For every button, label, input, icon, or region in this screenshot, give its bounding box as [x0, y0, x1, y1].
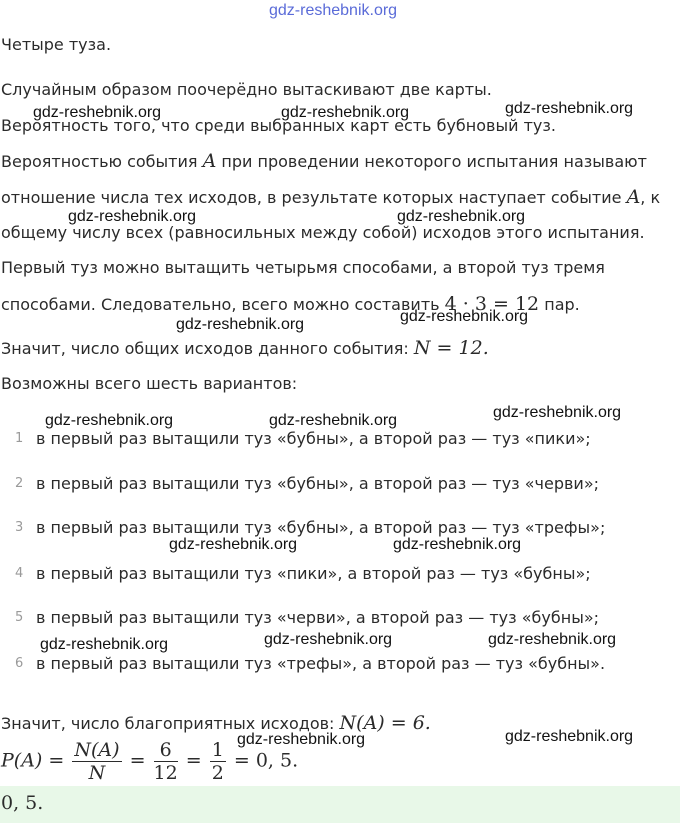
- math-expression: 4 · 3 = 12: [444, 293, 540, 315]
- fraction: [154, 739, 178, 784]
- reasoning-line-4: Возможны всего шесть вариантов:: [1, 374, 298, 393]
- fraction-denominator: N: [88, 762, 106, 784]
- definition-text: отношение числа тех исходов, в результате которых наступает событие: [1, 188, 627, 207]
- answer-box: [0, 786, 680, 823]
- conclusion-line: [1, 712, 431, 734]
- fraction-denominator: 2: [211, 762, 224, 784]
- formula-lhs: P(A) =: [1, 749, 65, 772]
- list-item-number: 3: [15, 520, 24, 535]
- list-item-number: 2: [15, 476, 24, 491]
- watermark: gdz-reshebnik.org: [269, 2, 398, 19]
- math-expression: N(A) = 6.: [339, 712, 431, 734]
- definition-line-2: [1, 186, 660, 208]
- definition-line-1: [1, 150, 647, 172]
- watermark: gdz-reshebnik.org: [397, 208, 526, 225]
- list-item-number: 5: [15, 610, 24, 625]
- list-item: в первый раз вытащили туз «черви», а второй раз — туз «бубны»;: [36, 608, 600, 627]
- list-item-number: 1: [15, 431, 24, 446]
- watermark: gdz-reshebnik.org: [68, 208, 197, 225]
- problem-question: Вероятность того, что среди выбранных карт есть бубновый туз.: [1, 116, 556, 135]
- watermark: gdz-reshebnik.org: [393, 536, 522, 553]
- fraction-denominator: 12: [153, 762, 178, 784]
- definition-line-3: общему числу всех (равносильных между собой) исходов этого испытания.: [1, 223, 645, 242]
- definition-text: Вероятностью события: [1, 152, 203, 171]
- definition-text: при проведении некоторого испытания называют: [216, 152, 647, 171]
- math-expression: N = 12.: [413, 337, 489, 359]
- watermark: gdz-reshebnik.org: [45, 412, 174, 429]
- list-item: в первый раз вытащили туз «бубны», а второй раз — туз «трефы»;: [36, 518, 606, 537]
- watermark: gdz-reshebnik.org: [281, 104, 410, 121]
- formula-result: = 0, 5.: [233, 749, 299, 772]
- watermark: gdz-reshebnik.org: [505, 100, 634, 117]
- watermark: gdz-reshebnik.org: [264, 631, 393, 648]
- list-item: в первый раз вытащили туз «пики», а второй раз — туз «бубны»;: [36, 564, 591, 583]
- math-var: A: [626, 186, 641, 208]
- math-var: A: [202, 150, 217, 172]
- reasoning-text: пар.: [539, 295, 580, 314]
- watermark: gdz-reshebnik.org: [493, 404, 622, 421]
- watermark: gdz-reshebnik.org: [400, 308, 529, 325]
- fraction-numerator: 6: [154, 739, 178, 762]
- list-item: в первый раз вытащили туз «трефы», а второй раз — туз «бубны».: [36, 654, 606, 673]
- list-item: в первый раз вытащили туз «бубны», а второй раз — туз «пики»;: [36, 429, 591, 448]
- fraction: [210, 739, 226, 784]
- answer-value: 0, 5.: [1, 792, 44, 814]
- fraction: [72, 739, 121, 784]
- watermark: gdz-reshebnik.org: [237, 731, 366, 748]
- fraction-numerator: 1: [211, 739, 224, 761]
- conclusion-text: Значит, число благоприятных исходов:: [1, 714, 340, 733]
- equals-sign: =: [185, 749, 202, 772]
- watermark: gdz-reshebnik.org: [488, 631, 617, 648]
- watermark: gdz-reshebnik.org: [176, 316, 305, 333]
- reasoning-text: способами. Следовательно, всего можно составить: [1, 295, 445, 314]
- list-item-number: 6: [15, 656, 24, 671]
- equals-sign: =: [129, 749, 146, 772]
- definition-text: , к: [640, 188, 661, 207]
- page-title: Четыре туза.: [1, 35, 112, 54]
- reasoning-line-3: [1, 337, 489, 359]
- list-item-number: 4: [15, 566, 24, 581]
- fraction-numerator: N(A): [74, 739, 120, 761]
- reasoning-text: Значит, число общих исходов данного события:: [1, 339, 414, 358]
- watermark: gdz-reshebnik.org: [505, 728, 634, 745]
- watermark: gdz-reshebnik.org: [169, 536, 298, 553]
- list-item: в первый раз вытащили туз «бубны», а второй раз — туз «черви»;: [36, 474, 600, 493]
- problem-setup: Случайным образом поочерёдно вытаскивают две карты.: [1, 80, 492, 99]
- watermark: gdz-reshebnik.org: [269, 412, 398, 429]
- watermark: gdz-reshebnik.org: [40, 636, 169, 653]
- watermark: gdz-reshebnik.org: [33, 104, 162, 121]
- reasoning-line-1: Первый туз можно вытащить четырьмя способами, а второй туз тремя: [1, 258, 605, 277]
